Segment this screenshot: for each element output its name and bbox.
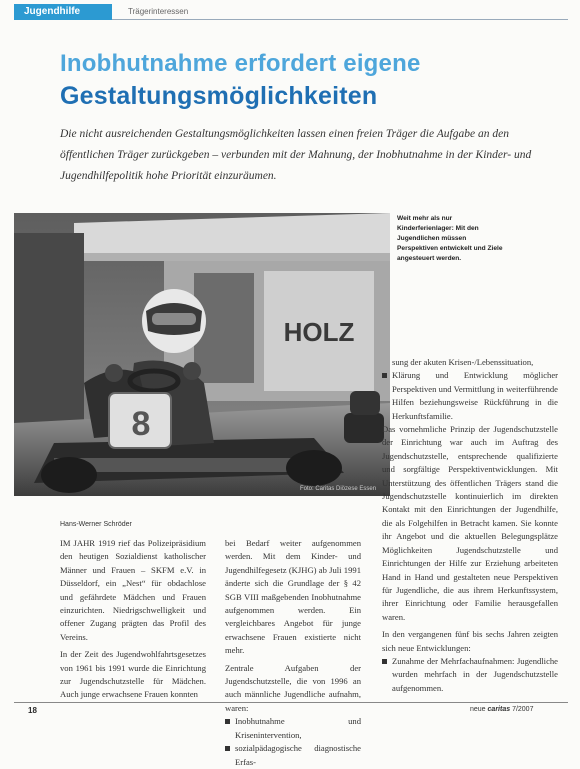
bullet-item: Klärung und Entwicklung möglicher Perspektiven und Vermittlung in weiterführende Hilfen beziehungsweise Rückführung in die Herkunftsfamilie. xyxy=(382,369,558,423)
bullet-item: Inobhutnahme und Krisenintervention, xyxy=(225,715,361,742)
magazine-prefix: neue xyxy=(470,706,486,713)
paragraph: In der Zeit des Jugendwohlfahrtsgesetzes von 1961 bis 1991 wurde die Einrichtung zur Jugendschutzstelle für Mädchen. Auch junge erwachsene Frauen konnten xyxy=(60,649,206,700)
photo-caption: Weit mehr als nur Kinderferienlager: Mit den Jugendlichen müssen Perspektiven entwickelt und Ziele angesteuert werden. xyxy=(397,215,503,262)
body-column-1 xyxy=(60,537,206,702)
paragraph: IM JAHR 1919 rief das Polizeipräsidium den heutigen Sozialdienst katholischer Männer und Frauen – SKFM e.V. in Düsseldorf, ein „Nest“ für obdachlose und gefährdete Mädchen und Frauen einzurichten. Niedrigschwelligkeit und offener Zugang prägten das Profil des Vereins. xyxy=(60,538,206,642)
article-photo xyxy=(14,213,390,496)
article-lead: Die nicht ausreichenden Gestaltungsmöglichkeiten lassen einen freien Träger die Aufgabe an den öffentlichen Träger zurückgeben – verbunden mit der Mahnung, der Inobhutnahme in der Kinder- und Jugendhilfepolitik hohe Priorität einzuräumen. xyxy=(60,128,532,182)
bullet-continuation: sung der akuten Krisen-/Lebenssituation, xyxy=(392,357,534,367)
banner-text: HOLZ xyxy=(283,317,355,347)
body-column-2 xyxy=(225,537,361,769)
page-number: 18 xyxy=(28,706,37,715)
magazine-name xyxy=(470,706,533,713)
magazine-issue: 7/2007 xyxy=(512,706,534,713)
magazine-title: caritas xyxy=(487,706,511,713)
footer-rule xyxy=(14,702,568,703)
bullet-item: sozialpädagogische diagnostische Erfas- xyxy=(225,742,361,769)
header-rule xyxy=(112,19,568,20)
paragraph: In den vergangenen fünf bis sechs Jahren zeigten sich neue Entwicklungen: xyxy=(382,629,558,653)
article-title-line1: Inobhutnahme erfordert eigene xyxy=(60,50,421,77)
kart-number: 8 xyxy=(131,405,151,443)
paragraph: Das vornehmliche Prinzip der Jugendschutzstelle der Einrichtung war auch im Auftrag des Jugendschutzstelle, entsprechende qualifizierte und sorgfältige Perspektiventwicklungen. Mit Unterstützung des öffentlichen Trägers stand die Jugendschutzstelle kontinuierlich im direkten Kontakt mit den Einrichtungen der Jugendhilfe, die als Folgehilfen in Betracht kamen. Sie konnte ihr Angebot und die aktuellen Belegungsplätze Möglichkeiten Jugendschutzstelle und Einrichtungen der Hilfe zur Erziehung arbeiteten Hand in Hand und gestalteten neue Perspektiven für Jugendliche, die aus ihrem Herkunftssystem, ihrer Einrichtung oder Familie herausgefallen waren. xyxy=(382,424,558,622)
article-author: Hans-Werner Schröder xyxy=(60,521,132,528)
go-kart-photo-illustration xyxy=(14,213,390,496)
bullet-item: Zunahme der Mehrfachaufnahmen: Jugendliche wurden mehrfach in der Jugendschutzstelle aufgenommen. xyxy=(382,655,558,695)
section-subtitle: Trägerinteressen xyxy=(128,7,189,16)
section-tab: Jugendhilfe xyxy=(14,4,112,20)
paragraph: Zentrale Aufgaben der Jugendschutzstelle, die von 1996 an auch männliche Jugendliche aufnahm, waren: xyxy=(225,662,361,713)
photo-credit: Foto: Caritas Diözese Essen xyxy=(300,486,377,492)
body-column-3 xyxy=(382,356,558,695)
article-title-line2: Gestaltungsmöglichkeiten xyxy=(60,82,378,110)
paragraph: bei Bedarf weiter aufgenommen werden. Mit dem Kinder- und Jugendhilfegesetz (KJHG) ab Juli 1991 änderte sich die Grundlage der § 42 SGB VIII maßgebenden Inobhutnahme aufgenommen werden. Ein vergleichbares Angebot für junge erwachsene Frauen existierte nicht mehr. xyxy=(225,538,361,656)
header-bar xyxy=(0,0,580,22)
